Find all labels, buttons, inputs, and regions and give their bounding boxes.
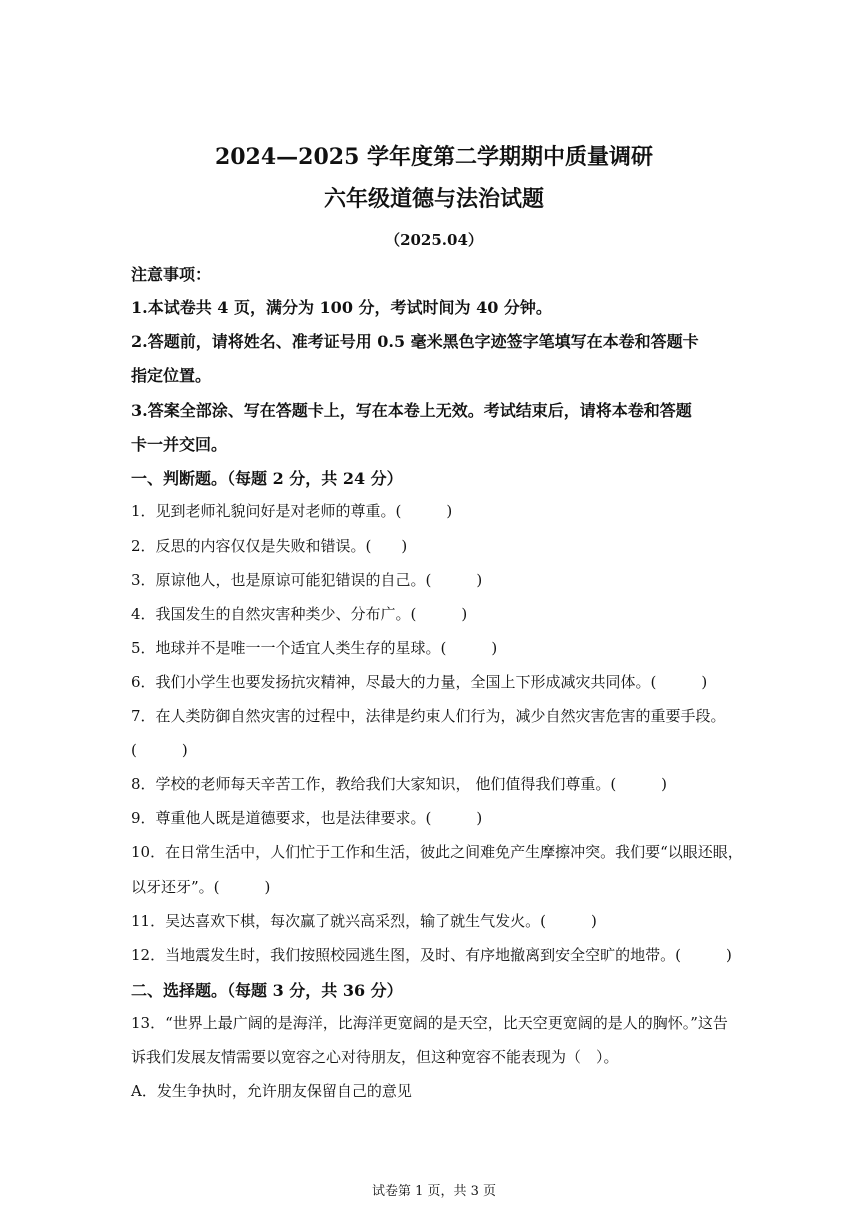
notice-item-2-line-2: 指定位置。 (131, 366, 212, 385)
notice-heading: 注意事项： (131, 265, 212, 284)
exam-subtitle: 六年级道德与法治试题 (323, 186, 544, 212)
notice-item-2-line-1: 2.答题前，请将姓名、准考证号用 0.5 毫米黑色字迹签字笔填写在本卷和答题卡 (131, 332, 699, 351)
question-10-line-1: 10．在日常生活中，人们忙于工作和生活，彼此之间难免产生摩擦冲突。我们要“以眼还眼， (131, 843, 743, 861)
question-13-line-2: 诉我们发展友情需要以宽容之心对待朋友，但这种宽容不能表现为（ ）。 (131, 1048, 619, 1066)
question-6: 6．我们小学生也要发扬抗灾精神，尽最大的力量，全国上下形成减灾共同体。( ) (131, 673, 708, 691)
section-1-heading: 一、判断题。（每题 2 分，共 24 分） (131, 469, 403, 488)
exam-title: 2024—2025 学年度第二学期期中质量调研 (214, 144, 654, 170)
question-12: 12．当地震发生时，我们按照校园逃生图，及时、有序地撤离到安全空旷的地带。( ) (131, 946, 732, 964)
notice-item-3-line-2: 卡一并交回。 (131, 435, 228, 454)
question-4: 4．我国发生的自然灾害种类少、分布广。( ) (131, 605, 468, 623)
section-2-heading: 二、选择题。（每题 3 分，共 36 分） (131, 981, 403, 1000)
question-13-option-a: A．发生争执时，允许朋友保留自己的意见 (131, 1082, 412, 1100)
page-footer: 试卷第 1 页，共 3 页 (371, 1184, 497, 1199)
question-2: 2．反思的内容仅仅是失败和错误。( ) (131, 537, 408, 555)
question-3: 3．原谅他人，也是原谅可能犯错误的自己。( ) (131, 571, 483, 589)
question-8: 8．学校的老师每天辛苦工作，教给我们大家知识， 他们值得我们尊重。( ) (131, 775, 668, 793)
question-13-line-1: 13．“世界上最广阔的是海洋，比海洋更宽阔的是天空，比天空更宽阔的是人的胸怀。”这告 (131, 1014, 728, 1032)
question-11: 11．吴达喜欢下棋，每次赢了就兴高采烈，输了就生气发火。( ) (131, 912, 597, 930)
question-5: 5．地球并不是唯一一个适宜人类生存的星球。( ) (131, 639, 498, 657)
notice-item-1: 1.本试卷共 4 页，满分为 100 分，考试时间为 40 分钟。 (131, 298, 552, 317)
exam-date: （2025.04） (385, 231, 483, 249)
question-9: 9．尊重他人既是道德要求，也是法律要求。( ) (131, 809, 483, 827)
question-10-line-2: 以牙还牙”。( ) (131, 878, 271, 896)
question-7-line-1: 7．在人类防御自然灾害的过程中，法律是约束人们行为，减少自然灾害危害的重要手段。 (131, 707, 726, 725)
question-1: 1．见到老师礼貌问好是对老师的尊重。( ) (131, 502, 453, 520)
question-7-line-2: ( ) (131, 741, 188, 759)
notice-item-3-line-1: 3.答案全部涂、写在答题卡上，写在本卷上无效。考试结束后，请将本卷和答题 (131, 401, 692, 420)
